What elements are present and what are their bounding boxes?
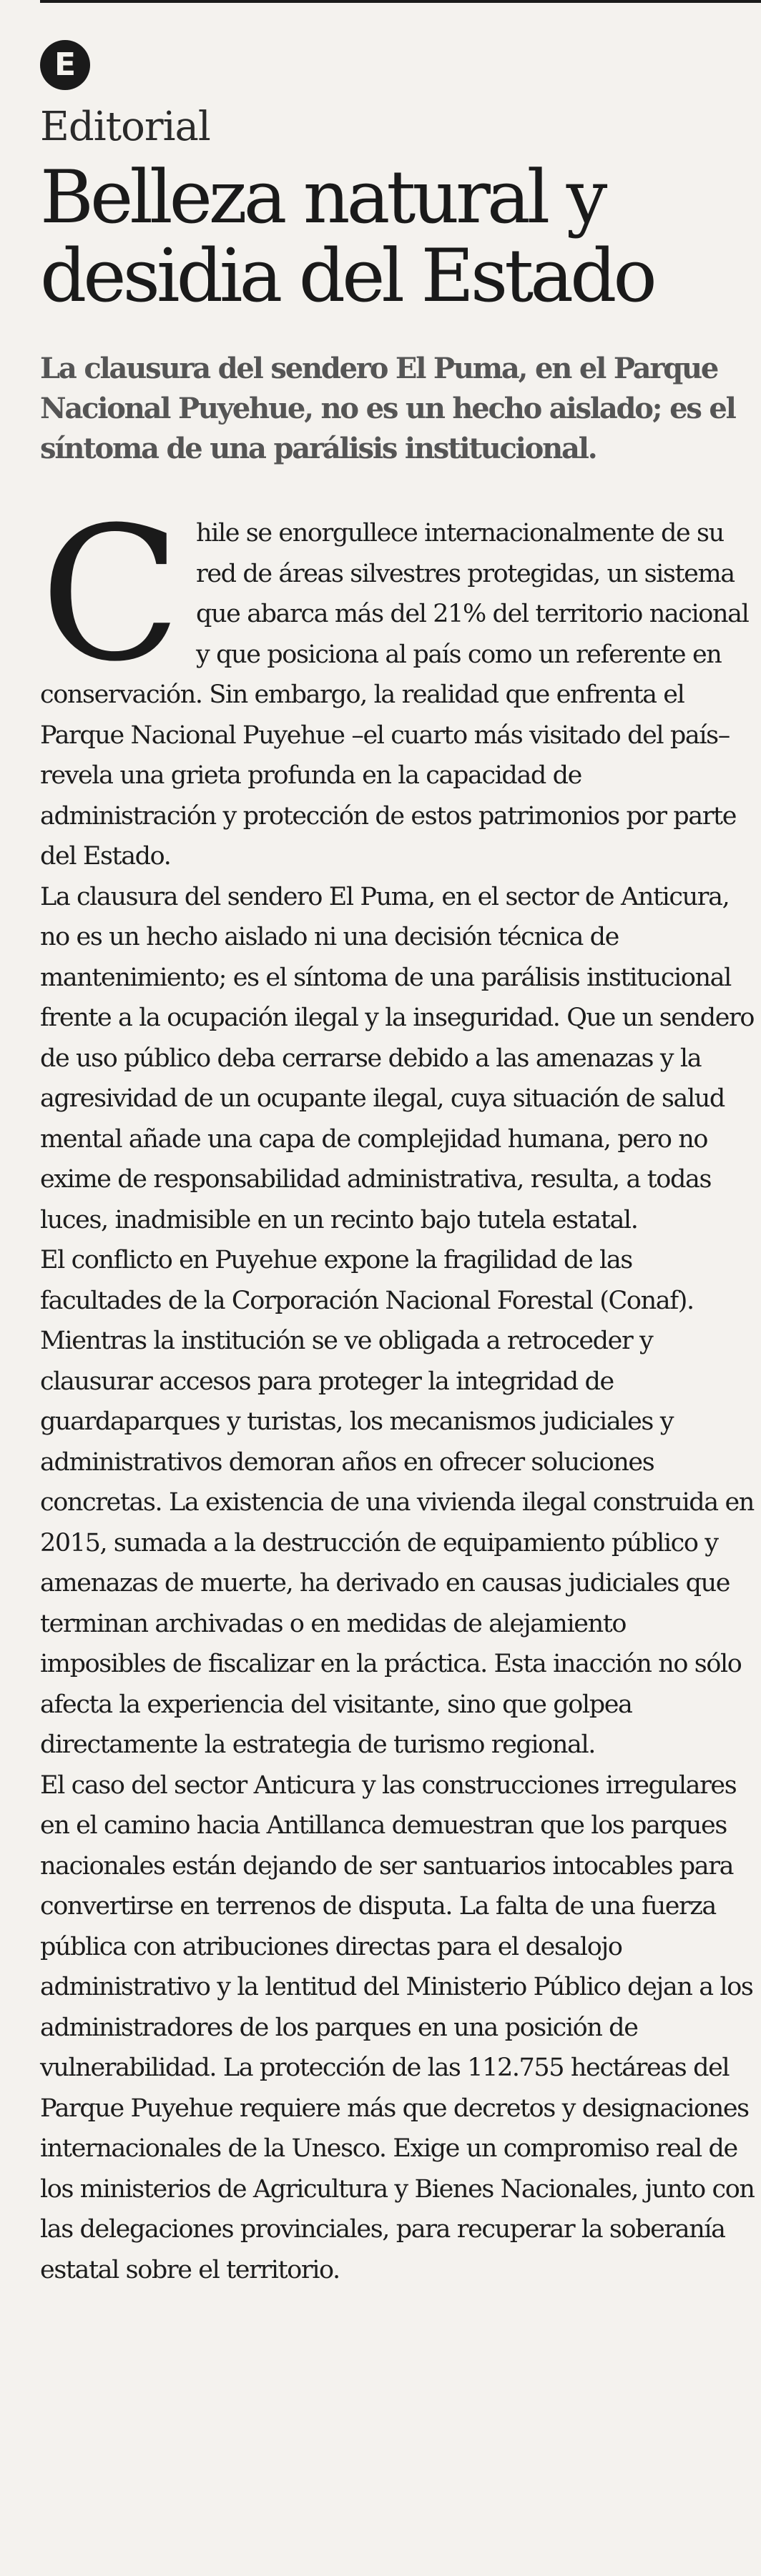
deck-subheadline: La clausura del sendero El Puma, en el Parque Nacional Puyehue, no es un hecho aislado; es el síntoma de una parálisis institucional. [40,352,735,465]
body-paragraph-1 [40,487,755,877]
headline [40,155,755,319]
body-paragraph-1-text: hile se enorgullece internacionalmente de su red de áreas silvestres protegidas, un sistema que abarca más del 21% del territorio nacional y que posiciona al país como un referente en conservación. Sin embargo, la realidad que enfrenta el Parque Nacional Puyehue –el cuarto más visitado del país– revela una grieta profunda en la capacidad de administración y protección de estos patrimonios por parte del Estado. [40,519,749,871]
drop-cap: C [40,487,181,702]
top-rule [40,0,761,3]
body-paragraph-3: El conflicto en Puyehue expone la fragilidad de las facultades de la Corporación Nacional Forestal (Conaf). Mientras la institución se ve obligada a retroceder y clausurar accesos para proteger la integridad de guardaparques y turistas, los mecanismos judiciales y administrativos demoran años en ofrecer soluciones concretas. La existencia de una vivienda ilegal construida en 2015, sumada a la destrucción de equipamiento público y amenazas de muerte, ha derivado en causas judiciales que terminan archivadas o en medidas de alejamiento imposibles de fiscalizar en la práctica. Esta inacción no sólo afecta la experiencia del visitante, sino que golpea directamente la estrategia de turismo regional. [40,1246,754,1759]
section-badge-letter: E [54,46,77,83]
headline-line-1: Belleza natural y [40,155,604,240]
article-body [40,487,755,2290]
section-badge [40,40,90,90]
body-paragraph-4: El caso del sector Anticura y las construcciones irregulares en el camino hacia Antillanca demuestran que los parques nacionales están dejando de ser santuarios intocables para convertirse en terrenos de disputa. La falta de una fuerza pública con atribuciones directas para el desalojo administrativo y la lentitud del Ministerio Público dejan a los administradores de los parques en una posición de vulnerabilidad. La protección de las 112.755 hectáreas del Parque Puyehue requiere más que decretos y designaciones internacionales de la Unesco. Exige un compromiso real de los ministerios de Agricultura y Bienes Nacionales, junto con las delegaciones provinciales, para recuperar la soberanía estatal sobre el territorio. [40,1770,755,2284]
body-paragraph-2: La clausura del sendero El Puma, en el sector de Anticura, no es un hecho aislado ni una decisión técnica de mantenimiento; es el síntoma de una parálisis institucional frente a la ocupación ilegal y la inseguridad. Que un sendero de uso público deba cerrarse debido a las amenazas y la agresividad de un ocupante ilegal, cuya situación de salud mental añade una capa de complejidad humana, pero no exime de responsabilidad administrativa, resulta, a todas luces, inadmisible en un recinto bajo tutela estatal. [40,882,755,1234]
headline-line-2: desidia del Estado [40,234,654,319]
section-label: Editorial [40,104,210,150]
